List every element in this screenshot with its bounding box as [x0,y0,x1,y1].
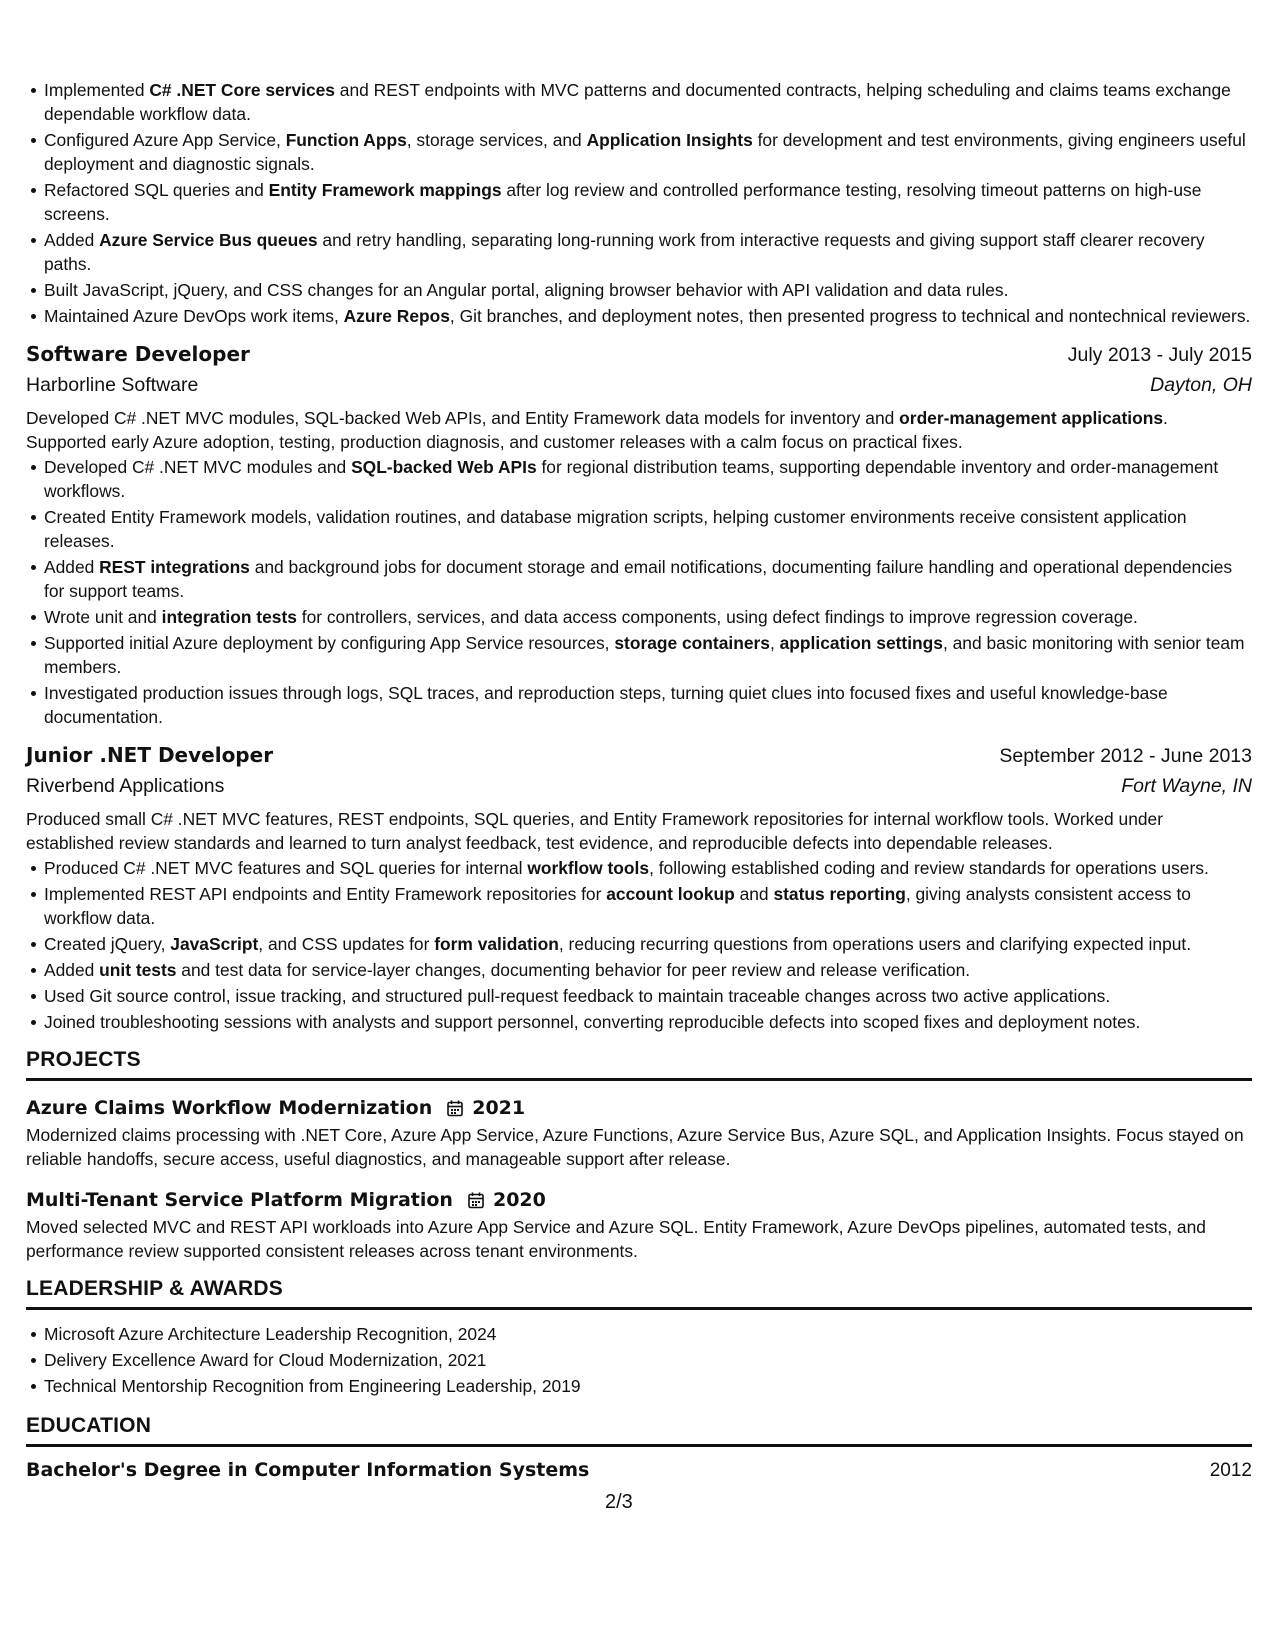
bullet-item [44,605,1252,629]
text-run: Produced small C# .NET MVC features, REST endpoints, SQL queries, and Entity Framework repositories for internal workflow tools. Worked under established review standards and learned to turn analyst feedback, test evidence, and reproducible defects into dependable releases. [26,809,1163,853]
text-run: , Git branches, and deployment notes, then presented progress to technical and nontechnical reviewers. [449,306,1251,326]
job-entry [26,342,1252,729]
text-run: Implemented REST API endpoints and Entity Framework repositories for [44,884,607,904]
bullet-item [44,958,1252,982]
emphasis-text: form validation [434,934,559,954]
text-run: , [769,633,780,653]
emphasis-text: JavaScript [170,934,259,954]
text-run: and background jobs for document storage and email notifications, documenting failure handling and operational dependencies for support teams. [44,557,1233,601]
emphasis-text: account lookup [606,884,735,904]
project-year: 2021 [472,1097,526,1119]
emphasis-text: SQL-backed Web APIs [351,457,537,477]
emphasis-text: application settings [779,633,943,653]
calendar-icon [467,1191,485,1209]
education-degree: Bachelor's Degree in Computer Information Systems [26,1459,590,1481]
emphasis-text: Application Insights [586,130,753,150]
project-header [26,1093,1252,1123]
job-summary [26,807,1252,855]
project-header [26,1185,1252,1215]
award-item: Delivery Excellence Award for Cloud Modernization, 2021 [44,1348,1252,1372]
text-run: Maintained Azure DevOps work items, [44,306,344,326]
education-entry [26,1459,1252,1482]
text-run: Joined troubleshooting sessions with analysts and support personnel, converting reproducible defects into scoped fixes and deployment notes. [44,1012,1141,1032]
bullet-item [44,304,1252,328]
bullet-item [44,681,1252,729]
leadership-list [26,1322,1252,1398]
emphasis-text: status reporting [773,884,906,904]
emphasis-text: Azure Service Bus queues [99,230,318,250]
calendar-icon [446,1099,464,1117]
education-heading: EDUCATION [26,1414,1252,1447]
leadership-heading: LEADERSHIP & AWARDS [26,1277,1252,1310]
job-header [26,342,1252,374]
text-run: Added [44,230,100,250]
text-run: and retry handling, separating long-running work from interactive requests and giving support staff clearer recovery paths. [44,230,1205,274]
text-run: for regional distribution teams, supporting dependable inventory and order-management workflows. [44,457,1219,501]
job-title: Software Developer [26,342,250,366]
bullet-item [44,631,1252,679]
job-subheader [26,775,1252,805]
job-bullets [26,856,1252,1034]
emphasis-text: workflow tools [527,858,650,878]
bullet-item [44,228,1252,276]
bullet-item [44,555,1252,603]
education-year: 2012 [1209,1460,1252,1481]
job-subheader [26,374,1252,404]
experience-list [26,342,1252,1034]
text-run: Created Entity Framework models, validation routines, and database migration scripts, helping customer environments receive consistent application releases. [44,507,1187,551]
text-run: after log review and controlled performance testing, resolving timeout patterns on high-use screens. [44,180,1202,224]
text-run: Supported initial Azure deployment by configuring App Service resources, [44,633,615,653]
text-run: Added [44,960,100,980]
previous-job-bullets [26,78,1252,328]
job-summary [26,406,1252,454]
bullet-item [44,984,1252,1008]
bullet-item [44,278,1252,302]
text-run: Refactored SQL queries and [44,180,269,200]
page-number: 2/3 [605,1491,633,1513]
text-run: . Supported early Azure adoption, testing, production diagnosis, and customer releases with a calm focus on practical fixes. [26,408,1168,452]
bullet-item [44,128,1252,176]
job-dates: September 2012 - June 2013 [999,745,1252,767]
projects-heading: PROJECTS [26,1048,1252,1081]
emphasis-text: C# .NET Core services [149,80,335,100]
award-item: Technical Mentorship Recognition from Engineering Leadership, 2019 [44,1374,1252,1398]
text-run: Wrote unit and [44,607,162,627]
bullet-item [44,1010,1252,1034]
project-title: Azure Claims Workflow Modernization [26,1097,433,1119]
bullet-item [44,178,1252,226]
text-run: , storage services, and [406,130,587,150]
bullet-item [44,856,1252,880]
text-run: , and CSS updates for [258,934,435,954]
bullet-item [44,505,1252,553]
emphasis-text: Function Apps [285,130,407,150]
emphasis-text: storage containers [614,633,770,653]
text-run: Added [44,557,100,577]
text-run: and [734,884,774,904]
text-run: Developed C# .NET MVC modules and [44,457,352,477]
job-location: Fort Wayne, IN [1121,775,1252,797]
text-run: and REST endpoints with MVC patterns and documented contracts, helping scheduling and claims teams exchange dependable workflow data. [44,80,1231,124]
emphasis-text: integration tests [161,607,297,627]
text-run: and test data for service-layer changes, documenting behavior for peer review and release verification. [176,960,971,980]
emphasis-text: order-management applications [899,408,1163,428]
project-entry [26,1185,1252,1263]
text-run: Produced C# .NET MVC features and SQL queries for internal [44,858,528,878]
bullet-item [44,455,1252,503]
text-run: Built JavaScript, jQuery, and CSS changes for an Angular portal, aligning browser behavior with API validation and data rules. [44,280,1009,300]
project-description: Modernized claims processing with .NET Core, Azure App Service, Azure Functions, Azure Service Bus, Azure SQL, and Application Insights. Focus stayed on reliable handoffs, secure access, useful diagnostics, and manageable support after release. [26,1125,1244,1169]
text-run: Developed C# .NET MVC modules, SQL-backed Web APIs, and Entity Framework data models for inventory and [26,408,900,428]
project-entry [26,1093,1252,1171]
text-run: Configured Azure App Service, [44,130,286,150]
bullet-item [44,882,1252,930]
text-run: Investigated production issues through logs, SQL traces, and reproduction steps, turning quiet clues into focused fixes and useful knowledge-base documentation. [44,683,1168,727]
emphasis-text: REST integrations [99,557,250,577]
text-run: Used Git source control, issue tracking, and structured pull-request feedback to maintain traceable changes across two active applications. [44,986,1111,1006]
text-run: Implemented [44,80,150,100]
job-dates: July 2013 - July 2015 [1067,344,1252,366]
project-year: 2020 [492,1189,546,1211]
project-description: Moved selected MVC and REST API workloads into Azure App Service and Azure SQL. Entity Framework, Azure DevOps pipelines, automated tests, and performance review supported consistent releases across tenant environments. [26,1217,1206,1261]
text-run: , giving analysts consistent access to workflow data. [44,884,1191,928]
project-title: Multi-Tenant Service Platform Migration [26,1189,453,1211]
job-entry [26,743,1252,1034]
emphasis-text: Entity Framework mappings [268,180,502,200]
text-run: , and basic monitoring with senior team members. [44,633,1245,677]
bullet-item [44,932,1252,956]
job-location: Dayton, OH [1150,374,1252,396]
company-name: Riverbend Applications [26,775,225,797]
emphasis-text: unit tests [99,960,177,980]
award-item: Microsoft Azure Architecture Leadership Recognition, 2024 [44,1322,1252,1346]
job-title: Junior .NET Developer [26,743,274,767]
text-run: Created jQuery, [44,934,171,954]
text-run: for development and test environments, giving engineers useful deployment and diagnostic signals. [44,130,1246,174]
job-header [26,743,1252,775]
emphasis-text: Azure Repos [343,306,450,326]
text-run: for controllers, services, and data access components, using defect findings to improve regression coverage. [296,607,1138,627]
text-run: , reducing recurring questions from operations users and clarifying expected input. [558,934,1192,954]
projects-list [26,1093,1252,1263]
bullet-item [44,78,1252,126]
resume-page [26,78,1252,1482]
text-run: , following established coding and review standards for operations users. [649,858,1209,878]
job-bullets [26,455,1252,729]
company-name: Harborline Software [26,374,199,396]
